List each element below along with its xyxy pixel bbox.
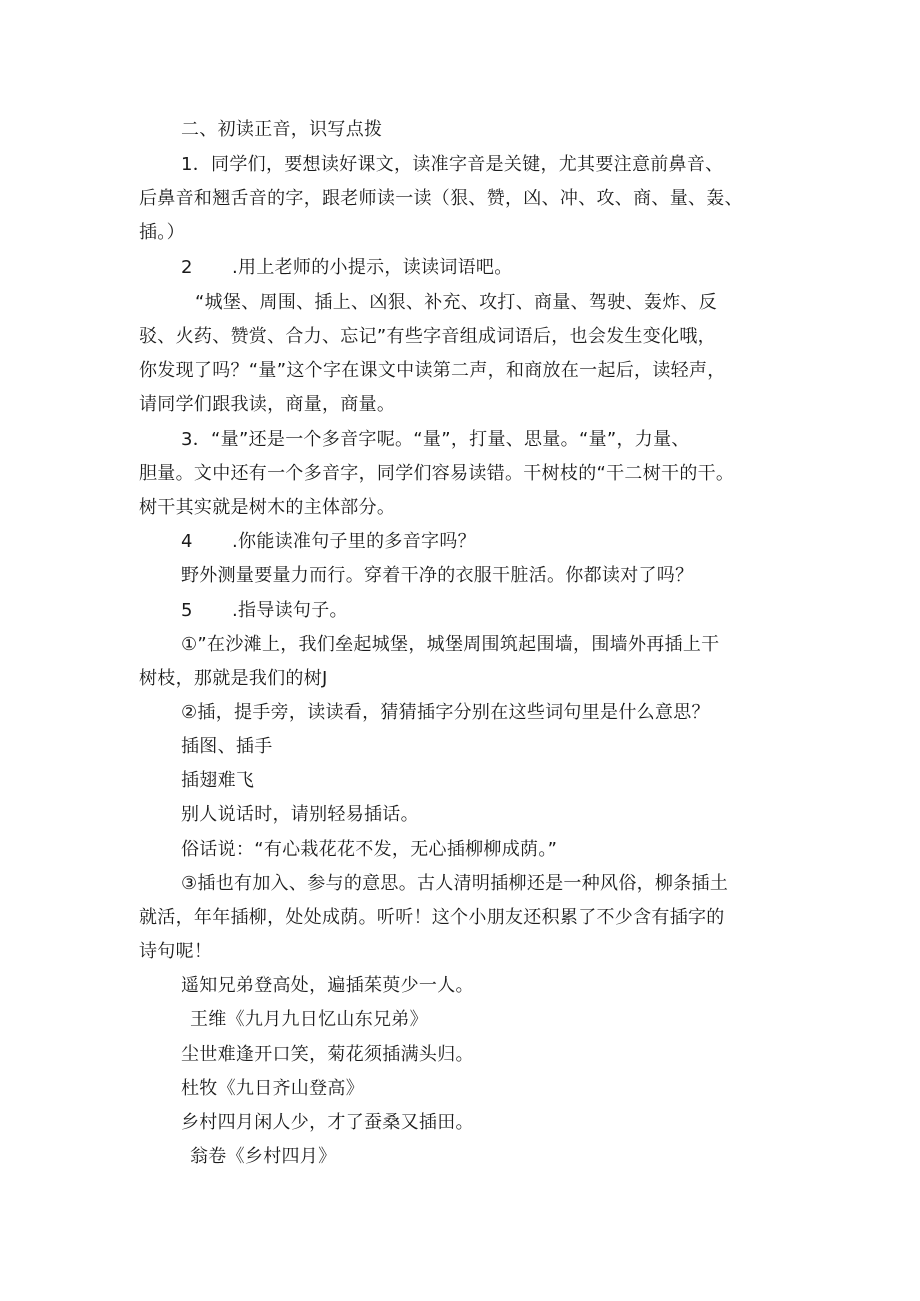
item4-text: .你能读准句子里的多音字吗？ bbox=[232, 531, 476, 552]
item4-line1: 野外测量要量力而行。穿着干净的衣服干脏活。你都读对了吗？ bbox=[181, 565, 694, 586]
item5-word-3: 别人说话时，请别轻易插话。 bbox=[181, 804, 419, 825]
item2-line2: 驳、火药、赞赏、合力、忘记”有些字音组成词语后，也会发生变化哦， bbox=[139, 326, 716, 347]
item2-number: 2 bbox=[181, 257, 193, 278]
item5-p2: ②插，提手旁，读读看，猜猜插字分别在这些词句里是什么意思？ bbox=[181, 702, 710, 723]
poem-verse-3: 乡村四月闲人少，才了蚕桑又插田。 bbox=[181, 1112, 474, 1133]
item5-number: 5 bbox=[181, 600, 193, 621]
item2-line1: “城堡、周围、插上、凶狠、补充、攻打、商量、驾驶、轰炸、反 bbox=[195, 292, 718, 313]
item2-line3: 你发现了吗？“量”这个字在课文中读第二声，和商放在一起后，读轻声， bbox=[139, 360, 726, 381]
item2-line4: 请同学们跟我读，商量，商量。 bbox=[139, 394, 396, 415]
item5-p3-line2: 就活，年年插柳，处处成荫。听听！这个小朋友还积累了不少含有插字的 bbox=[139, 907, 725, 928]
poem-source-2: 杜牧《九日齐山登高》 bbox=[181, 1078, 364, 1099]
item5-text: .指导读句子。 bbox=[232, 600, 348, 621]
item4-number: 4 bbox=[181, 531, 193, 552]
item1-line2: 后鼻音和翘舌音的字，跟老师读一读（狠、赞，凶、冲、攻、商、量、轰、 bbox=[139, 188, 743, 209]
item3-line2: 胆量。文中还有一个多音字，同学们容易读错。干树枝的“干二树干的干。 bbox=[139, 463, 735, 484]
item5-p3-line1: ③插也有加入、参与的意思。古人清明插柳还是一种风俗，柳条插土 bbox=[181, 873, 729, 894]
item2-text: .用上老师的小提示，读读词语吧。 bbox=[232, 257, 513, 278]
poem-verse-1: 遥知兄弟登高处，遍插茱萸少一人。 bbox=[181, 975, 474, 996]
item3-line3: 树干其实就是树木的主体部分。 bbox=[139, 497, 396, 518]
item5-p1-line2: 树枝，那就是我们的树J bbox=[139, 668, 328, 689]
poem-source-1: 王维《九月九日忆山东兄弟》 bbox=[190, 1009, 428, 1030]
item5-word-1: 插图、插手 bbox=[181, 736, 273, 757]
item5-p3-line3: 诗句呢！ bbox=[139, 941, 213, 962]
poem-source-3: 翁卷《乡村四月》 bbox=[190, 1146, 337, 1167]
item1-line1: 1．同学们，要想读好课文，读准字音是关键，尤其要注意前鼻音、 bbox=[181, 154, 724, 175]
item5-word-2: 插翅难飞 bbox=[181, 770, 255, 791]
poem-verse-2: 尘世难逢开口笑，菊花须插满头归。 bbox=[181, 1044, 474, 1065]
item5-p1-line1: ①”在沙滩上，我们垒起城堡，城堡周围筑起围墙，围墙外再插上干 bbox=[181, 634, 720, 655]
item5-word-4: 俗话说：“有心栽花花不发，无心插柳柳成荫。” bbox=[181, 839, 558, 860]
item3-line1: 3．“量”还是一个多音字呢。“量”，打量、思量。“量”，力量、 bbox=[181, 429, 690, 450]
section-heading: 二、初读正音，识写点拨 bbox=[181, 119, 383, 140]
item1-line3: 插。） bbox=[139, 222, 185, 243]
